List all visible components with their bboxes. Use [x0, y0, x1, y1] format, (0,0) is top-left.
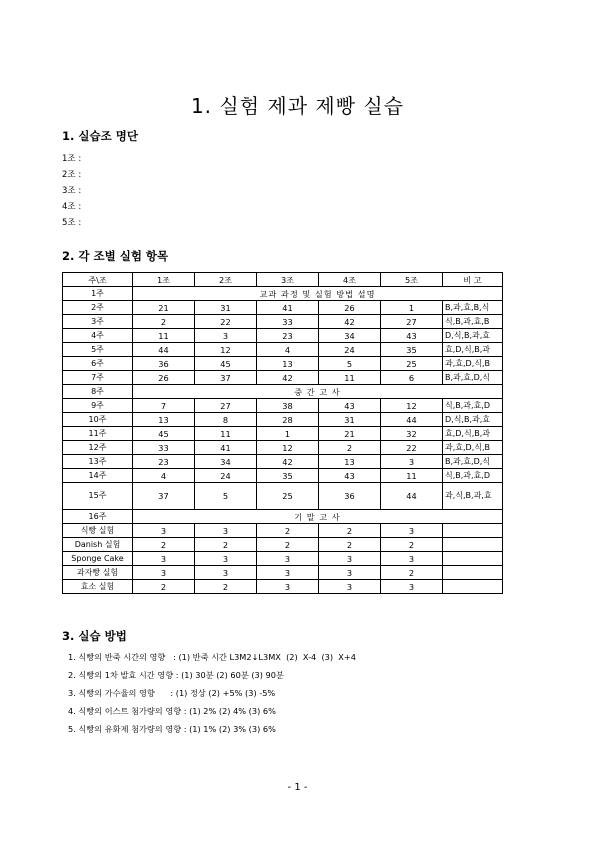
experiment-cell: 44 — [381, 483, 443, 510]
experiment-cell: 31 — [195, 301, 257, 315]
table-row — [63, 538, 503, 552]
week-cell: 10주 — [63, 413, 133, 427]
experiment-cell: 1 — [257, 427, 319, 441]
experiment-cell: 33 — [133, 441, 195, 455]
span-cell: 교과 과정 및 실험 방법 설명 — [133, 287, 503, 301]
experiment-cell: 45 — [195, 357, 257, 371]
note-cell: 식,B,과,효,D — [443, 399, 503, 413]
experiment-cell: 3 — [381, 524, 443, 538]
section2-heading: 2. 각 조별 실험 항목 — [62, 249, 169, 263]
experiment-cell: 42 — [257, 371, 319, 385]
experiment-cell: 21 — [133, 301, 195, 315]
experiment-cell: 2 — [381, 538, 443, 552]
experiment-cell: 3 — [133, 566, 195, 580]
method-item: 3. 식빵의 가수율의 영향 : (1) 정상 (2) +5% (3) -5% — [68, 688, 276, 698]
table-row — [63, 510, 503, 524]
experiment-cell: 24 — [195, 469, 257, 483]
experiment-cell: 2 — [319, 538, 381, 552]
note-cell — [443, 566, 503, 580]
experiment-cell: 37 — [133, 483, 195, 510]
experiment-cell: 35 — [381, 343, 443, 357]
week-cell: 6주 — [63, 357, 133, 371]
experiment-cell: 36 — [319, 483, 381, 510]
table-row — [63, 413, 503, 427]
experiment-cell: 2 — [195, 538, 257, 552]
experiment-cell: 3 — [195, 552, 257, 566]
header-cell: 3조 — [257, 273, 319, 287]
experiment-cell: 44 — [381, 413, 443, 427]
method-item: 5. 식빵의 유화제 첨가량의 영향 : (1) 1% (2) 3% (3) 6% — [68, 724, 276, 734]
experiment-cell: 21 — [319, 427, 381, 441]
note-cell: B,과,효,D,식 — [443, 455, 503, 469]
experiment-cell: 5 — [319, 357, 381, 371]
page-title: 1. 실험 제과 제빵 실습 — [190, 94, 405, 118]
group-1-line: 1조 : — [62, 154, 82, 164]
experiment-cell: 3 — [257, 566, 319, 580]
experiment-cell: 27 — [381, 315, 443, 329]
experiment-cell: 3 — [133, 524, 195, 538]
experiment-cell: 6 — [381, 371, 443, 385]
experiment-cell: 3 — [195, 329, 257, 343]
week-cell: 8주 — [63, 385, 133, 399]
week-cell: 7주 — [63, 371, 133, 385]
experiment-cell: 2 — [257, 538, 319, 552]
experiment-cell: 2 — [257, 524, 319, 538]
experiment-cell: 43 — [319, 399, 381, 413]
group-5-line: 5조 : — [62, 218, 82, 228]
experiment-cell: 3 — [195, 524, 257, 538]
experiment-cell: 12 — [257, 441, 319, 455]
method-item: 4. 식빵의 이스트 첨가량의 영향 : (1) 2% (2) 4% (3) 6% — [68, 706, 276, 716]
experiment-cell: 4 — [133, 469, 195, 483]
experiment-cell: 32 — [381, 427, 443, 441]
experiment-cell: 44 — [133, 343, 195, 357]
header-cell: 2조 — [195, 273, 257, 287]
table-row — [63, 441, 503, 455]
experiment-cell: 31 — [319, 413, 381, 427]
week-cell: 15주 — [63, 483, 133, 510]
week-cell: 1주 — [63, 287, 133, 301]
experiment-cell: 37 — [195, 371, 257, 385]
note-cell: 효,D,식,B,과 — [443, 343, 503, 357]
experiment-cell: 13 — [319, 455, 381, 469]
table-row — [63, 455, 503, 469]
table-row — [63, 580, 503, 594]
experiment-cell: 22 — [381, 441, 443, 455]
experiment-cell: 36 — [133, 357, 195, 371]
table-row — [63, 566, 503, 580]
week-cell: 16주 — [63, 510, 133, 524]
experiment-cell: 23 — [133, 455, 195, 469]
experiment-cell: 23 — [257, 329, 319, 343]
experiment-cell: 3 — [381, 455, 443, 469]
note-cell: 식,B,과,효,D — [443, 469, 503, 483]
experiment-cell: 41 — [195, 441, 257, 455]
experiment-cell: 3 — [319, 580, 381, 594]
note-cell: 과,효,D,식,B — [443, 441, 503, 455]
experiment-cell: 42 — [319, 315, 381, 329]
week-cell: Sponge Cake — [63, 552, 133, 566]
experiment-cell: 11 — [381, 469, 443, 483]
table-row — [63, 357, 503, 371]
section3-heading: 3. 실습 방법 — [62, 629, 127, 643]
table-row — [63, 343, 503, 357]
table-row — [63, 385, 503, 399]
note-cell: B,과,효,D,식 — [443, 371, 503, 385]
table-row — [63, 552, 503, 566]
note-cell: 과,식,B,과,효 — [443, 483, 503, 510]
experiment-schedule-table — [62, 272, 503, 594]
table-row — [63, 399, 503, 413]
group-4-line: 4조 : — [62, 202, 82, 212]
span-cell: 기 말 고 사 — [133, 510, 503, 524]
span-cell: 중 간 고 사 — [133, 385, 503, 399]
experiment-cell: 8 — [195, 413, 257, 427]
week-cell: 12주 — [63, 441, 133, 455]
experiment-cell: 2 — [133, 538, 195, 552]
experiment-cell: 3 — [381, 552, 443, 566]
week-cell: 13주 — [63, 455, 133, 469]
experiment-cell: 26 — [133, 371, 195, 385]
experiment-cell: 3 — [319, 566, 381, 580]
table-row — [63, 371, 503, 385]
experiment-cell: 2 — [133, 315, 195, 329]
experiment-cell: 13 — [257, 357, 319, 371]
experiment-cell: 11 — [319, 371, 381, 385]
table-row — [63, 287, 503, 301]
note-cell: B,과,효,B,식 — [443, 301, 503, 315]
week-cell: 14주 — [63, 469, 133, 483]
table-row — [63, 469, 503, 483]
table-row — [63, 329, 503, 343]
experiment-cell: 33 — [257, 315, 319, 329]
week-cell: Danish 실험 — [63, 538, 133, 552]
experiment-cell: 3 — [133, 552, 195, 566]
experiment-cell: 7 — [133, 399, 195, 413]
table-row — [63, 427, 503, 441]
experiment-cell: 24 — [319, 343, 381, 357]
table-row — [63, 524, 503, 538]
week-cell: 11주 — [63, 427, 133, 441]
section1-heading: 1. 실습조 명단 — [62, 129, 138, 143]
method-item: 2. 식빵의 1차 발효 시간 영향 : (1) 30분 (2) 60분 (3) 90분 — [68, 670, 284, 680]
note-cell: 과,효,D,식,B — [443, 357, 503, 371]
week-cell: 5주 — [63, 343, 133, 357]
header-cell: 1조 — [133, 273, 195, 287]
note-cell — [443, 524, 503, 538]
experiment-cell: 13 — [133, 413, 195, 427]
experiment-cell: 26 — [319, 301, 381, 315]
experiment-cell: 4 — [257, 343, 319, 357]
experiment-cell: 3 — [195, 566, 257, 580]
week-cell: 4주 — [63, 329, 133, 343]
note-cell: D,식,B,과,효 — [443, 329, 503, 343]
experiment-cell: 43 — [381, 329, 443, 343]
table-row — [63, 483, 503, 510]
experiment-cell: 42 — [257, 455, 319, 469]
note-cell: 효,D,식,B,과 — [443, 427, 503, 441]
note-cell — [443, 552, 503, 566]
table-row — [63, 301, 503, 315]
experiment-cell: 3 — [257, 580, 319, 594]
experiment-cell: 5 — [195, 483, 257, 510]
week-cell: 2주 — [63, 301, 133, 315]
experiment-cell: 12 — [381, 399, 443, 413]
experiment-cell: 43 — [319, 469, 381, 483]
experiment-cell: 2 — [319, 524, 381, 538]
experiment-cell: 1 — [381, 301, 443, 315]
experiment-cell: 11 — [133, 329, 195, 343]
experiment-cell: 45 — [133, 427, 195, 441]
note-cell — [443, 538, 503, 552]
note-cell: D,식,B,과,효 — [443, 413, 503, 427]
experiment-cell: 22 — [195, 315, 257, 329]
page-number: - 1 - — [287, 782, 308, 793]
note-cell: 식,B,과,효,B — [443, 315, 503, 329]
experiment-cell: 2 — [195, 580, 257, 594]
experiment-cell: 2 — [381, 566, 443, 580]
week-cell: 효소 실험 — [63, 580, 133, 594]
experiment-cell: 34 — [195, 455, 257, 469]
header-cell: 비 고 — [443, 273, 503, 287]
group-3-line: 3조 : — [62, 186, 82, 196]
experiment-cell: 27 — [195, 399, 257, 413]
table-row — [63, 315, 503, 329]
experiment-cell: 3 — [381, 580, 443, 594]
experiment-cell: 25 — [257, 483, 319, 510]
group-2-line: 2조 : — [62, 170, 82, 180]
experiment-cell: 12 — [195, 343, 257, 357]
week-cell: 3주 — [63, 315, 133, 329]
week-cell: 9주 — [63, 399, 133, 413]
table-header-row — [63, 273, 503, 287]
header-cell: 5조 — [381, 273, 443, 287]
experiment-cell: 2 — [133, 580, 195, 594]
schedule-body — [63, 273, 503, 594]
experiment-cell: 3 — [257, 552, 319, 566]
experiment-cell: 34 — [319, 329, 381, 343]
experiment-cell: 25 — [381, 357, 443, 371]
experiment-cell: 2 — [319, 441, 381, 455]
note-cell — [443, 580, 503, 594]
experiment-cell: 3 — [319, 552, 381, 566]
header-cell: 4조 — [319, 273, 381, 287]
header-cell: 주\조 — [63, 273, 133, 287]
experiment-cell: 11 — [195, 427, 257, 441]
experiment-cell: 28 — [257, 413, 319, 427]
experiment-cell: 41 — [257, 301, 319, 315]
week-cell: 식빵 실험 — [63, 524, 133, 538]
experiment-cell: 35 — [257, 469, 319, 483]
week-cell: 과자빵 실험 — [63, 566, 133, 580]
experiment-cell: 38 — [257, 399, 319, 413]
method-item: 1. 식빵의 반죽 시간의 영향 : (1) 반죽 시간 L3M2↓L3MX (2) X-4 (3) X+4 — [68, 652, 356, 662]
